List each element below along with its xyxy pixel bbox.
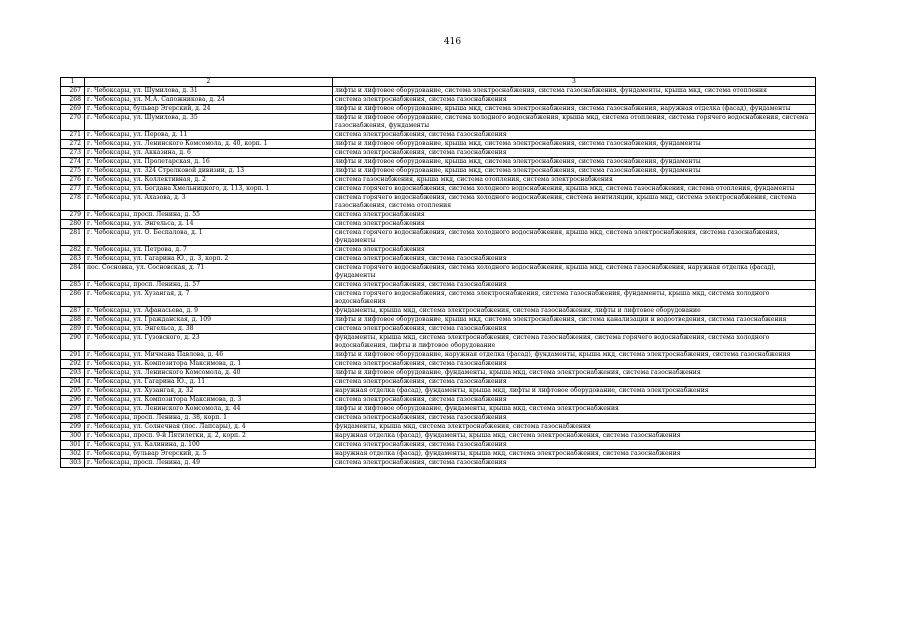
row-systems: система электроснабжения xyxy=(333,246,816,255)
row-address: г. Чебоксары, ул. Гагарина Ю., д. 11 xyxy=(85,378,333,387)
row-systems: система электроснабжения, система газоснабжения xyxy=(333,96,816,105)
row-address: г. Чебоксары, ул. Композитора Максимова, д. 1 xyxy=(85,360,333,369)
row-address: г. Чебоксары, ул. О. Беспалова, д. 1 xyxy=(85,229,333,246)
row-address: г. Чебоксары, ул. Хузангая, д. 32 xyxy=(85,387,333,396)
row-number: 275 xyxy=(61,167,85,176)
row-systems: лифты и лифтовое оборудование, система электроснабжения, система газоснабжения, фундаменты, крыша мкд, система отопления xyxy=(333,87,816,96)
row-number: 272 xyxy=(61,140,85,149)
table-row xyxy=(61,423,816,432)
row-systems: наружная отделка (фасад), фундаменты, крыша мкд, система электроснабжения, система газоснабжения xyxy=(333,432,816,441)
row-address: пос. Сосновка, ул. Сосновская, д. 71 xyxy=(85,264,333,281)
row-address: г. Чебоксары, просп. Ленина, д. 55 xyxy=(85,211,333,220)
addresses-table xyxy=(60,77,816,468)
row-address: г. Чебоксары, ул. Солнечная (пос. Лапсары), д. 4 xyxy=(85,423,333,432)
row-systems: система электроснабжения, система газоснабжения xyxy=(333,441,816,450)
row-number: 291 xyxy=(61,351,85,360)
row-number: 301 xyxy=(61,441,85,450)
row-systems: система электроснабжения xyxy=(333,220,816,229)
row-number: 297 xyxy=(61,405,85,414)
table-row xyxy=(61,290,816,307)
table-body xyxy=(61,78,816,468)
row-address: г. Чебоксары, ул. Калинина, д. 100 xyxy=(85,441,333,450)
row-systems: система горячего водоснабжения, система электроснабжения, система газоснабжения, фундаменты, крыша мкд, система холодного водоснабжения xyxy=(333,290,816,307)
table-row xyxy=(61,264,816,281)
row-address: г. Чебоксары, ул. Перова, д. 11 xyxy=(85,131,333,140)
row-systems: лифты и лифтовое оборудование, крыша мкд, система электроснабжения, система канализации и водоотведения, система газоснабжения xyxy=(333,316,816,325)
row-address: г. Чебоксары, ул. Акказина, д. 6 xyxy=(85,149,333,158)
row-number: 295 xyxy=(61,387,85,396)
table-row xyxy=(61,149,816,158)
table-row xyxy=(61,185,816,194)
row-systems: лифты и лифтовое оборудование, крыша мкд, система электроснабжения, система газоснабжения, фундаменты xyxy=(333,140,816,149)
row-address: г. Чебоксары, ул. Пролетарская, д. 16 xyxy=(85,158,333,167)
row-number: 278 xyxy=(61,194,85,211)
row-address: г. Чебоксары, ул. Гражданская, д. 109 xyxy=(85,316,333,325)
row-address: г. Чебоксары, ул. Ленинского Комсомола, д. 44 xyxy=(85,405,333,414)
table-row xyxy=(61,450,816,459)
row-address: г. Чебоксары, просп. 9-й Пятилетки, д. 2, корп. 2 xyxy=(85,432,333,441)
row-address: г. Чебоксары, ул. Энгельса, д. 38 xyxy=(85,325,333,334)
table-row xyxy=(61,405,816,414)
table-row xyxy=(61,140,816,149)
table-row xyxy=(61,114,816,131)
table-row xyxy=(61,87,816,96)
row-systems: фундаменты, крыша мкд, система электроснабжения, система газоснабжения, лифты и лифтовое оборудование xyxy=(333,307,816,316)
row-systems: система электроснабжения, система газоснабжения xyxy=(333,459,816,468)
row-number: 274 xyxy=(61,158,85,167)
table-row xyxy=(61,255,816,264)
row-address: г. Чебоксары, ул. Ленинского Комсомола, д. 40, корп. 1 xyxy=(85,140,333,149)
row-number: 267 xyxy=(61,87,85,96)
table-row xyxy=(61,441,816,450)
row-address: г. Чебоксары, ул. 324 Стрелковой дивизии, д. 13 xyxy=(85,167,333,176)
row-number: 302 xyxy=(61,450,85,459)
table-row xyxy=(61,105,816,114)
row-systems: лифты и лифтовое оборудование, крыша мкд, система электроснабжения, система газоснабжения, наружная отделка (фасад), фундаменты xyxy=(333,105,816,114)
row-address: г. Чебоксары, ул. Афанасьева, д. 9 xyxy=(85,307,333,316)
row-number: 279 xyxy=(61,211,85,220)
row-address: г. Чебоксары, ул. Композитора Максимова, д. 3 xyxy=(85,396,333,405)
row-systems: система электроснабжения xyxy=(333,211,816,220)
row-systems: лифты и лифтовое оборудование, крыша мкд, система электроснабжения, система газоснабжения, фундаменты xyxy=(333,158,816,167)
row-number: 283 xyxy=(61,255,85,264)
row-address: г. Чебоксары, ул. М.А. Сапожникова, д. 24 xyxy=(85,96,333,105)
row-number: 300 xyxy=(61,432,85,441)
row-number: 290 xyxy=(61,334,85,351)
page-number: 416 xyxy=(443,37,462,47)
row-number: 270 xyxy=(61,114,85,131)
row-systems: лифты и лифтовое оборудование, фундаменты, крыша мкд, система электроснабжения xyxy=(333,405,816,414)
table-row xyxy=(61,387,816,396)
row-number: 281 xyxy=(61,229,85,246)
table-row xyxy=(61,378,816,387)
row-address: г. Чебоксары, просп. Ленина, д. 38, корп. 1 xyxy=(85,414,333,423)
row-systems: система горячего водоснабжения, система холодного водоснабжения, крыша мкд, система электроснабжения, система газоснабжения, фундаменты xyxy=(333,229,816,246)
table-row xyxy=(61,131,816,140)
row-number: 268 xyxy=(61,96,85,105)
row-systems: фундаменты, крыша мкд, система электроснабжения, система газоснабжения xyxy=(333,423,816,432)
row-address: г. Чебоксары, ул. Гагарина Ю., д. 3, корп. 2 xyxy=(85,255,333,264)
row-address: г. Чебоксары, бульвар Эгерский, д. 5 xyxy=(85,450,333,459)
table-row xyxy=(61,459,816,468)
header-col-systems: 3 xyxy=(333,78,816,87)
row-number: 286 xyxy=(61,290,85,307)
table-row xyxy=(61,396,816,405)
row-number: 287 xyxy=(61,307,85,316)
row-systems: фундаменты, крыша мкд, система электроснабжения, система газоснабжения, система горячего водоснабжения, система холодного водоснабжения, лифты и лифтовое оборудование xyxy=(333,334,816,351)
table-row xyxy=(61,334,816,351)
row-systems: система горячего водоснабжения, система холодного водоснабжения, крыша мкд, система газоснабжения, наружная отделка (фасад), фундаменты xyxy=(333,264,816,281)
table-row xyxy=(61,96,816,105)
row-systems: лифты и лифтовое оборудование, фундаменты, крыша мкд, система электроснабжения, система газоснабжения xyxy=(333,369,816,378)
row-address: г. Чебоксары, ул. Энгельса, д. 14 xyxy=(85,220,333,229)
row-number: 299 xyxy=(61,423,85,432)
row-number: 292 xyxy=(61,360,85,369)
row-number: 276 xyxy=(61,176,85,185)
row-address: г. Чебоксары, ул. Шумилова, д. 35 xyxy=(85,114,333,131)
table-row xyxy=(61,176,816,185)
row-number: 298 xyxy=(61,414,85,423)
row-systems: система электроснабжения, система газоснабжения xyxy=(333,325,816,334)
row-systems: система газоснабжения, крыша мкд, система отопления, система электроснабжения xyxy=(333,176,816,185)
row-systems: система электроснабжения, система газоснабжения xyxy=(333,396,816,405)
row-address: г. Чебоксары, ул. Ленинского Комсомола, д. 40 xyxy=(85,369,333,378)
table-row xyxy=(61,158,816,167)
row-number: 277 xyxy=(61,185,85,194)
row-address: г. Чебоксары, бульвар Эгерский, д. 24 xyxy=(85,105,333,114)
row-address: г. Чебоксары, ул. Коллективная, д. 2 xyxy=(85,176,333,185)
table-row xyxy=(61,351,816,360)
row-number: 296 xyxy=(61,396,85,405)
row-number: 285 xyxy=(61,281,85,290)
row-systems: система электроснабжения, система газоснабжения xyxy=(333,131,816,140)
table-row xyxy=(61,229,816,246)
row-number: 294 xyxy=(61,378,85,387)
table-row xyxy=(61,246,816,255)
table-row xyxy=(61,369,816,378)
row-number: 289 xyxy=(61,325,85,334)
row-systems: система горячего водоснабжения, система холодного водоснабжения, крыша мкд, система газоснабжения, система отопления, фундаменты xyxy=(333,185,816,194)
row-systems: система электроснабжения, система газоснабжения xyxy=(333,378,816,387)
row-systems: система электроснабжения, система газоснабжения xyxy=(333,360,816,369)
table-row xyxy=(61,432,816,441)
row-number: 303 xyxy=(61,459,85,468)
row-address: г. Чебоксары, ул. Ахазова, д. 3 xyxy=(85,194,333,211)
row-number: 271 xyxy=(61,131,85,140)
row-number: 284 xyxy=(61,264,85,281)
table-row xyxy=(61,281,816,290)
row-address: г. Чебоксары, ул. Богдана Хмельницкого, д. 113, корп. 1 xyxy=(85,185,333,194)
row-address: г. Чебоксары, ул. Шумилова, д. 31 xyxy=(85,87,333,96)
table-row xyxy=(61,194,816,211)
table-row xyxy=(61,325,816,334)
row-address: г. Чебоксары, ул. Гузовского, д. 23 xyxy=(85,334,333,351)
row-systems: лифты и лифтовое оборудование, система холодного водоснабжения, крыша мкд, система отопления, система горячего водоснабжения, система газоснабжения, фундаменты xyxy=(333,114,816,131)
row-systems: система электроснабжения, система газоснабжения xyxy=(333,414,816,423)
row-address: г. Чебоксары, ул. Хузангая, д. 7 xyxy=(85,290,333,307)
table-row xyxy=(61,220,816,229)
table-row xyxy=(61,360,816,369)
table-row xyxy=(61,167,816,176)
row-systems: система горячего водоснабжения, система холодного водоснабжения, система вентиляции, крыша мкд, система электроснабжения, система газоснабжения, система отопления xyxy=(333,194,816,211)
row-address: г. Чебоксары, ул. Петрова, д. 7 xyxy=(85,246,333,255)
row-systems: лифты и лифтовое оборудование, крыша мкд, система электроснабжения, система газоснабжения, фундаменты xyxy=(333,167,816,176)
row-address: г. Чебоксары, ул. Мичмана Павлова, д. 46 xyxy=(85,351,333,360)
row-systems: система электроснабжения, система газоснабжения xyxy=(333,281,816,290)
row-systems: наружная отделка (фасад), фундаменты, крыша мкд, система электроснабжения, система газоснабжения xyxy=(333,450,816,459)
row-number: 282 xyxy=(61,246,85,255)
table-header-row xyxy=(61,78,816,87)
row-systems: лифты и лифтовое оборудование, наружная отделка (фасад), фундаменты, крыша мкд, система электроснабжения, система газоснабжения xyxy=(333,351,816,360)
row-number: 288 xyxy=(61,316,85,325)
row-systems: система электроснабжения, система газоснабжения xyxy=(333,255,816,264)
row-number: 273 xyxy=(61,149,85,158)
row-systems: система электроснабжения, система газоснабжения xyxy=(333,149,816,158)
row-number: 293 xyxy=(61,369,85,378)
row-address: г. Чебоксары, просп. Ленина, д. 49 xyxy=(85,459,333,468)
table-row xyxy=(61,307,816,316)
table-row xyxy=(61,211,816,220)
header-col-address: 2 xyxy=(85,78,333,87)
table-row xyxy=(61,316,816,325)
row-number: 280 xyxy=(61,220,85,229)
table-row xyxy=(61,414,816,423)
row-systems: наружная отделка (фасад), фундаменты, крыша мкд, лифты и лифтовое оборудование, система электроснабжения xyxy=(333,387,816,396)
row-number: 269 xyxy=(61,105,85,114)
header-col-number: 1 xyxy=(61,78,85,87)
row-address: г. Чебоксары, просп. Ленина, д. 57 xyxy=(85,281,333,290)
